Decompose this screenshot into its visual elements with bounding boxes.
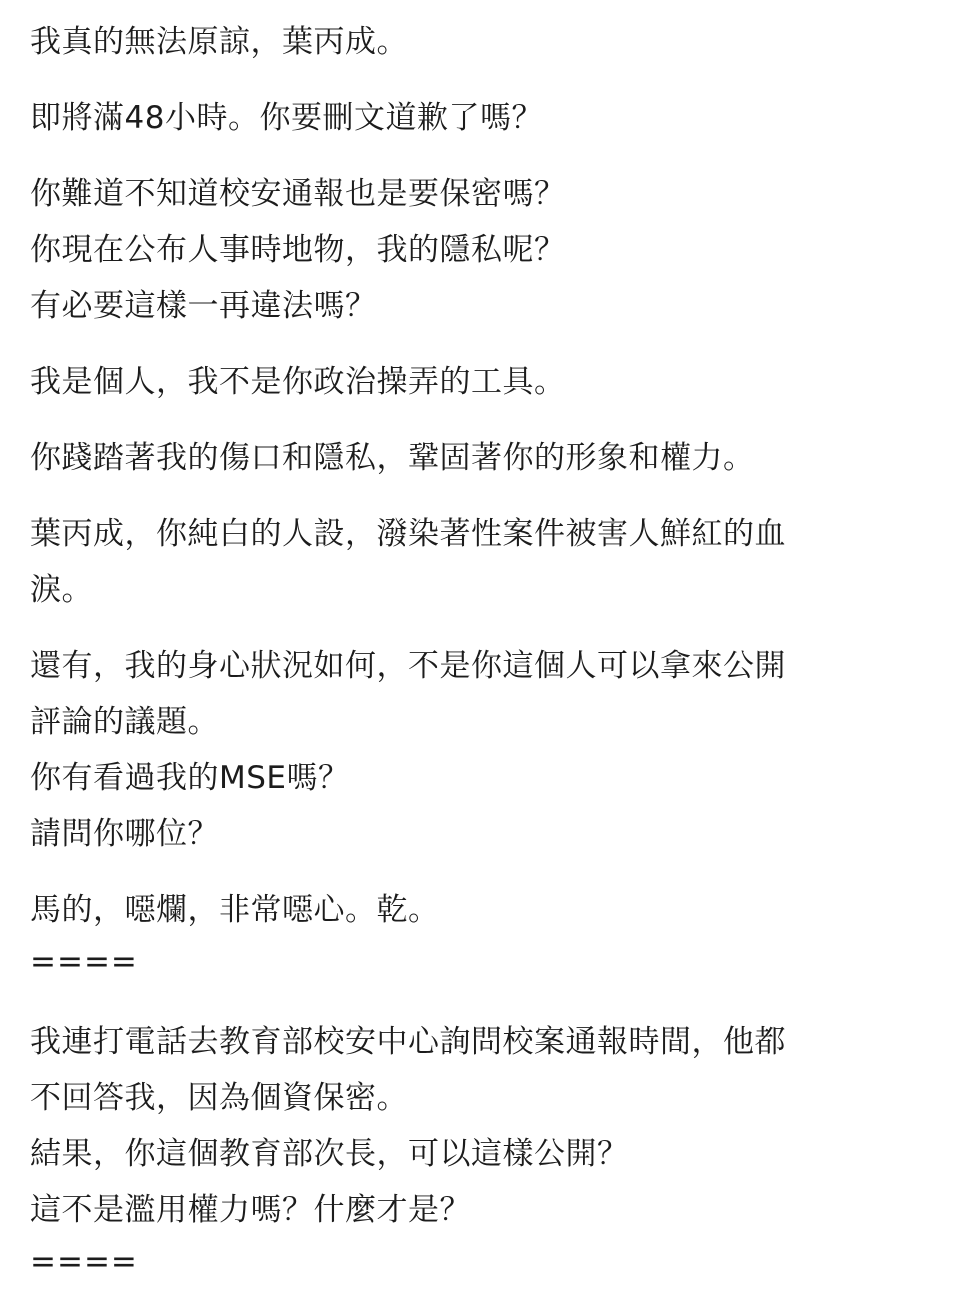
text-line: 有必要這樣一再違法嗎？ (30, 288, 377, 324)
text-line: 你現在公布人事時地物，我的隱私呢？ (30, 232, 566, 268)
text-line: 我是個人，我不是你政治操弄的工具。 (30, 364, 566, 400)
divider-1: ==== (30, 944, 138, 980)
paragraph-4 (30, 354, 930, 410)
text-line: 即將滿48小時。你要刪文道歉了嗎？ (30, 100, 543, 136)
text-line: 淚。 (30, 572, 93, 608)
paragraph-7 (30, 638, 930, 862)
paragraph-8 (30, 882, 930, 938)
text-line: 我連打電話去教育部校安中心詢問校案通報時間，他都 (30, 1024, 786, 1060)
text-line: 你踐踏著我的傷口和隱私，鞏固著你的形象和權力。 (30, 440, 755, 476)
text-line: 葉丙成，你純白的人設，潑染著性案件被害人鮮紅的血 (30, 516, 786, 552)
paragraph-9 (30, 1014, 930, 1238)
text-line: 馬的，噁爛，非常噁心。乾。 (30, 892, 440, 928)
text-line: 你難道不知道校安通報也是要保密嗎？ (30, 176, 566, 212)
text-line: 我真的無法原諒，葉丙成。 (30, 24, 408, 60)
divider-2: ==== (30, 1244, 138, 1280)
text-line: 這不是濫用權力嗎？什麼才是？ (30, 1192, 471, 1228)
text-line: 還有，我的身心狀況如何，不是你這個人可以拿來公開 (30, 648, 786, 684)
text-line: 不回答我，因為個資保密。 (30, 1080, 408, 1116)
paragraph-3 (30, 166, 930, 334)
post-body (30, 14, 930, 1306)
text-line: 你有看過我的MSE嗎？ (30, 760, 350, 796)
paragraph-2 (30, 90, 930, 146)
paragraph-6 (30, 506, 930, 618)
text-line: 請問你哪位？ (30, 816, 219, 852)
text-line: 結果，你這個教育部次長，可以這樣公開？ (30, 1136, 629, 1172)
paragraph-1 (30, 14, 930, 70)
text-line: 評論的議題。 (30, 704, 219, 740)
paragraph-5 (30, 430, 930, 486)
